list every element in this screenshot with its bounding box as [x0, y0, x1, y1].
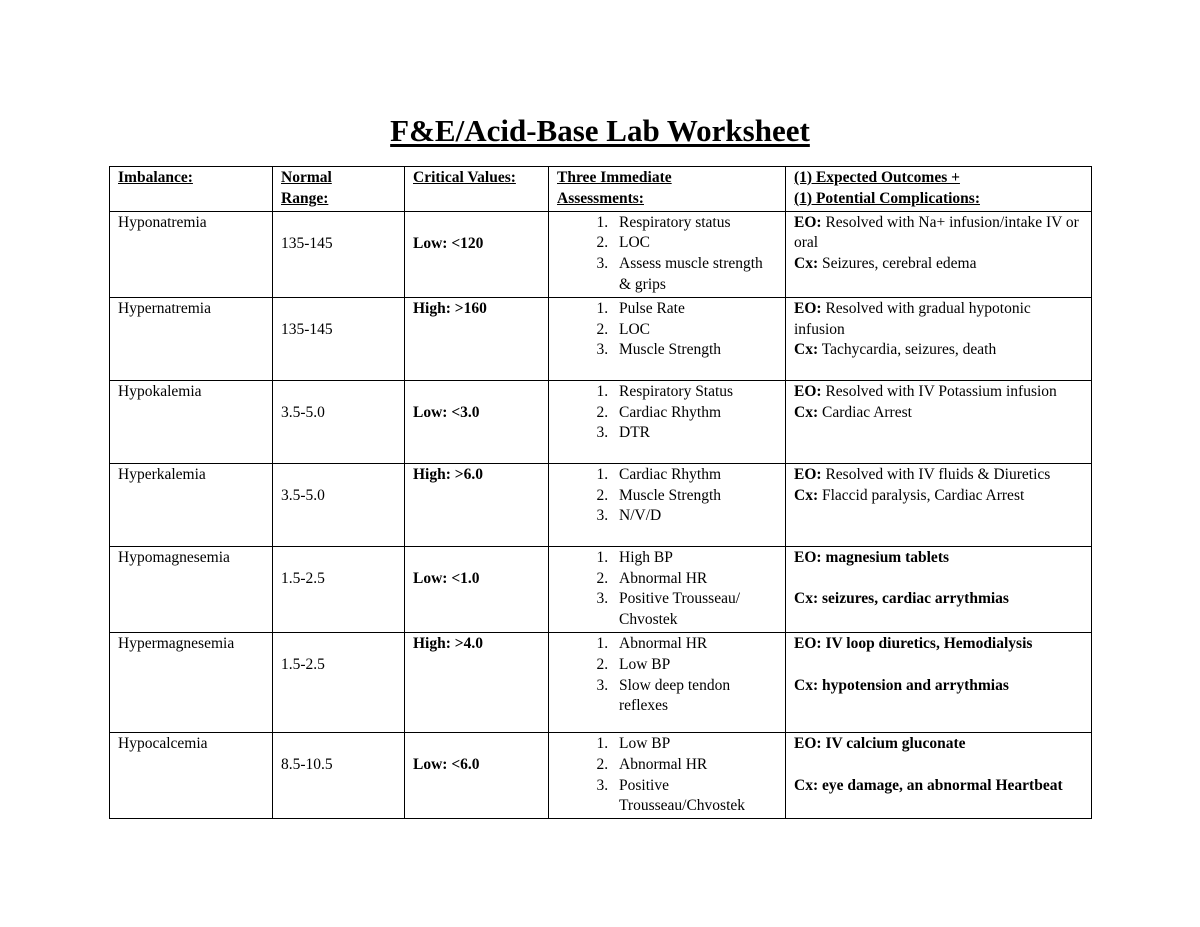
- normal-range-cell: 135-145: [273, 211, 405, 297]
- eo-text: Resolved with gradual hypotonic infusion: [794, 299, 1031, 338]
- assessment-item: 2. LOC: [612, 233, 777, 254]
- spacer: [794, 655, 1083, 676]
- header-critical-values-label: Critical Values:: [413, 169, 516, 186]
- imbalance-cell: Hypokalemia: [110, 380, 273, 463]
- header-imbalance: [110, 167, 273, 212]
- imbalance-cell: Hyponatremia: [110, 211, 273, 297]
- cx-label: Cx:: [794, 403, 819, 421]
- normal-range-cell: 8.5-10.5: [273, 732, 405, 818]
- header-outcomes: [786, 167, 1092, 212]
- assessment-item: 2. Abnormal HR: [612, 755, 777, 776]
- imbalance-cell: Hypermagnesemia: [110, 632, 273, 732]
- complication: [794, 254, 1083, 275]
- expected-outcome: [794, 382, 1083, 403]
- eo-text: Resolved with IV Potassium infusion: [825, 382, 1057, 400]
- assessment-list: [557, 213, 777, 296]
- assessment-item: 3. DTR: [612, 423, 777, 444]
- assessments-cell: [549, 380, 786, 463]
- assessment-item: 1. High BP: [612, 548, 777, 569]
- critical-value-cell: Low: <3.0: [405, 380, 549, 463]
- cx-label: Cx:: [794, 341, 819, 359]
- imbalance-cell: Hypocalcemia: [110, 732, 273, 818]
- assessment-list: [557, 548, 777, 631]
- assessment-item: 3. Assess muscle strength & grips: [612, 254, 777, 296]
- cx-text: Flaccid paralysis, Cardiac Arrest: [821, 486, 1025, 504]
- expected-outcome: [794, 734, 1083, 755]
- complication: [794, 340, 1083, 361]
- cx-label: Cx:: [794, 590, 819, 608]
- complication: [794, 589, 1083, 610]
- assessment-item: 3. Positive Trousseau/ Chvostek: [612, 589, 777, 631]
- outcomes-cell: [786, 732, 1092, 818]
- cx-text: Tachycardia, seizures, death: [821, 341, 997, 359]
- assessment-item: 2. Cardiac Rhythm: [612, 403, 777, 424]
- eo-text: IV calcium gluconate: [825, 734, 966, 752]
- assessment-list: [557, 634, 777, 717]
- assessment-list: [557, 465, 777, 527]
- outcomes-cell: [786, 632, 1092, 732]
- assessment-item: 3. Slow deep tendon reflexes: [612, 676, 777, 718]
- cx-text: hypotension and arrythmias: [821, 676, 1009, 694]
- assessment-list: [557, 299, 777, 361]
- eo-label: EO:: [794, 382, 822, 400]
- imbalance-cell: Hyperkalemia: [110, 463, 273, 546]
- table-row: [110, 463, 1092, 546]
- table-row: [110, 297, 1092, 380]
- assessment-item: 2. Muscle Strength: [612, 486, 777, 507]
- expected-outcome: [794, 299, 1083, 341]
- normal-range-cell: 1.5-2.5: [273, 632, 405, 732]
- normal-range-cell: 3.5-5.0: [273, 380, 405, 463]
- assessment-item: 3. N/V/D: [612, 506, 777, 527]
- critical-value-cell: High: >160: [405, 297, 549, 380]
- header-normal-range: [273, 167, 405, 212]
- assessments-cell: [549, 546, 786, 632]
- header-outcomes-line2: (1) Potential Complications:: [794, 189, 980, 207]
- assessment-item: 3. Muscle Strength: [612, 340, 777, 361]
- cx-text: Cardiac Arrest: [821, 403, 912, 421]
- cx-label: Cx:: [794, 486, 819, 504]
- assessments-cell: [549, 732, 786, 818]
- critical-value-cell: High: >4.0: [405, 632, 549, 732]
- imbalance-cell: Hypernatremia: [110, 297, 273, 380]
- eo-label: EO:: [794, 213, 822, 231]
- worksheet-title: F&E/Acid-Base Lab Worksheet: [390, 113, 810, 148]
- expected-outcome: [794, 213, 1083, 255]
- spacer: [794, 755, 1083, 776]
- cx-label: Cx:: [794, 776, 819, 794]
- table-row: [110, 632, 1092, 732]
- assessments-cell: [549, 297, 786, 380]
- eo-label: EO:: [794, 548, 822, 566]
- header-assessments-line1: Three Immediate: [557, 169, 672, 186]
- assessment-item: 1. Respiratory status: [612, 213, 777, 234]
- cx-text: eye damage, an abnormal Heartbeat: [821, 776, 1063, 794]
- assessments-cell: [549, 632, 786, 732]
- eo-label: EO:: [794, 465, 822, 483]
- cx-label: Cx:: [794, 676, 819, 694]
- assessment-list: [557, 734, 777, 817]
- critical-value-cell: High: >6.0: [405, 463, 549, 546]
- outcomes-cell: [786, 546, 1092, 632]
- assessment-item: 1. Respiratory Status: [612, 382, 777, 403]
- outcomes-cell: [786, 297, 1092, 380]
- table-row: [110, 732, 1092, 818]
- header-critical-values: [405, 167, 549, 212]
- expected-outcome: [794, 465, 1083, 486]
- eo-text: Resolved with Na+ infusion/intake IV or oral: [794, 213, 1079, 252]
- eo-label: EO:: [794, 734, 822, 752]
- assessments-cell: [549, 211, 786, 297]
- eo-text: Resolved with IV fluids & Diuretics: [825, 465, 1051, 483]
- header-normal-range-line2: Range:: [281, 189, 329, 207]
- cx-text: Seizures, cerebral edema: [821, 255, 977, 273]
- imbalance-cell: Hypomagnesemia: [110, 546, 273, 632]
- assessment-item: 3. Positive Trousseau/Chvostek: [612, 776, 777, 818]
- expected-outcome: [794, 634, 1083, 655]
- outcomes-cell: [786, 380, 1092, 463]
- complication: [794, 676, 1083, 697]
- critical-value-cell: Low: <120: [405, 211, 549, 297]
- assessment-item: 1. Low BP: [612, 734, 777, 755]
- normal-range-cell: 1.5-2.5: [273, 546, 405, 632]
- lab-worksheet-table: [109, 166, 1092, 819]
- eo-text: IV loop diuretics, Hemodialysis: [825, 634, 1033, 652]
- assessment-item: 2. LOC: [612, 320, 777, 341]
- cx-text: seizures, cardiac arrythmias: [821, 590, 1009, 608]
- assessment-list: [557, 382, 777, 444]
- header-assessments-line2: Assessments:: [557, 189, 644, 207]
- header-outcomes-line1: (1) Expected Outcomes +: [794, 169, 960, 186]
- header-normal-range-line1: Normal: [281, 169, 332, 186]
- critical-value-cell: Low: <6.0: [405, 732, 549, 818]
- eo-label: EO:: [794, 634, 822, 652]
- assessment-item: 1. Abnormal HR: [612, 634, 777, 655]
- eo-label: EO:: [794, 299, 822, 317]
- table-row: [110, 211, 1092, 297]
- critical-value-cell: Low: <1.0: [405, 546, 549, 632]
- outcomes-cell: [786, 211, 1092, 297]
- spacer: [794, 569, 1083, 590]
- outcomes-cell: [786, 463, 1092, 546]
- table-row: [110, 380, 1092, 463]
- normal-range-cell: 135-145: [273, 297, 405, 380]
- assessment-item: 2. Low BP: [612, 655, 777, 676]
- cx-label: Cx:: [794, 255, 819, 273]
- eo-text: magnesium tablets: [825, 548, 950, 566]
- header-imbalance-label: Imbalance:: [118, 169, 193, 186]
- normal-range-cell: 3.5-5.0: [273, 463, 405, 546]
- complication: [794, 403, 1083, 424]
- complication: [794, 486, 1083, 507]
- table-header-row: [110, 167, 1092, 212]
- assessments-cell: [549, 463, 786, 546]
- header-assessments: [549, 167, 786, 212]
- assessment-item: 1. Cardiac Rhythm: [612, 465, 777, 486]
- assessment-item: 2. Abnormal HR: [612, 569, 777, 590]
- expected-outcome: [794, 548, 1083, 569]
- assessment-item: 1. Pulse Rate: [612, 299, 777, 320]
- table-row: [110, 546, 1092, 632]
- complication: [794, 776, 1083, 797]
